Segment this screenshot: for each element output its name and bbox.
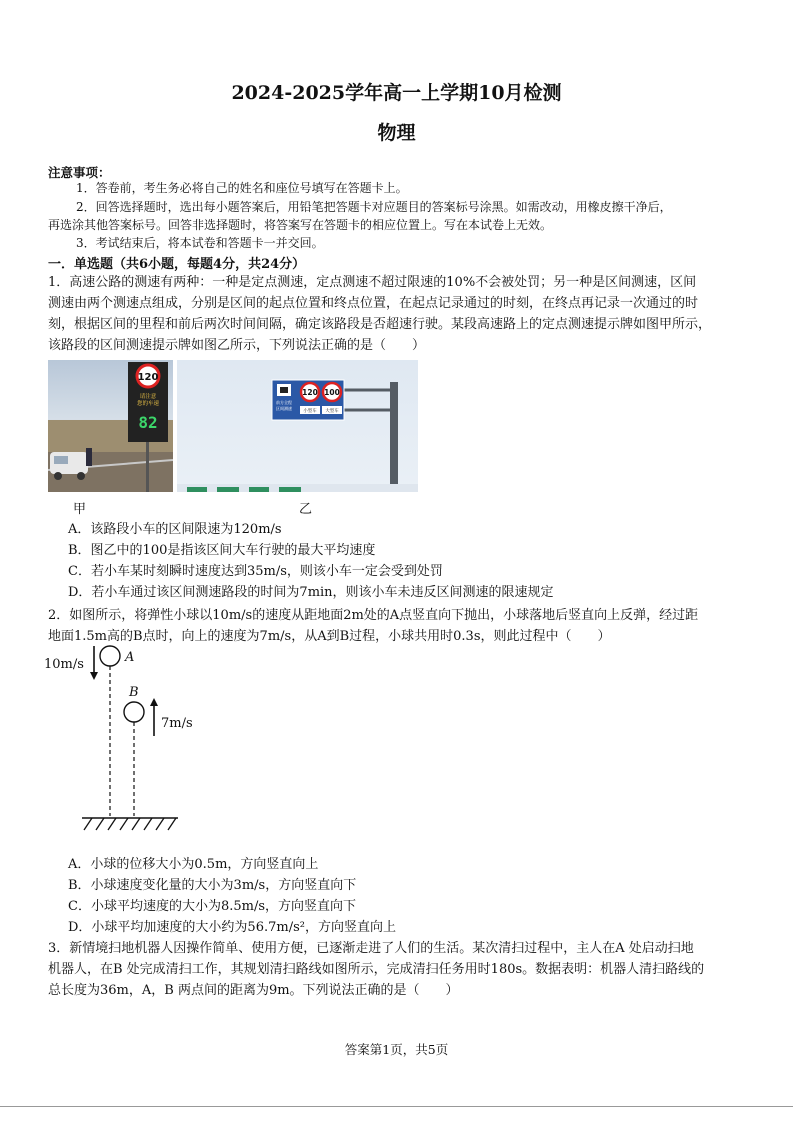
note-item: 再选涂其他答案标号。回答非选择题时，将答案写在答题卡的相应位置上。写在本试卷上无效。 [48,218,553,232]
q2-option-c: C．小球平均速度的大小为8.5m/s，方向竖直向下 [68,899,356,914]
interval-sign-photo-right [177,360,418,492]
interval-sign-illustration [177,360,418,492]
sign-text: 区间测速 [276,406,292,411]
note-text: 2．回答选择题时，选出每小题答案后，用铅笔把答题卡对应题目的答案标号涂黑。如需改动，用橡皮擦干净后， [76,200,672,214]
sign-limit-text: 120 [302,388,318,397]
note-item [48,198,753,217]
q1-option-d: D．若小车通过该区间测速路段的时间为7min，则该小车未违反区间测速的限速规定 [68,585,554,600]
sign-limit-text: 100 [324,388,340,397]
ball-a [100,646,120,666]
point-a-label: A [125,650,135,665]
ground-hatch [84,818,176,830]
sign-text: 前方全程 [276,400,292,405]
q2-line: 地面1.5m高的B点时，向上的速度为7m/s，从A到B过程，小球共用时0.3s，则此过程中（ ） [48,629,611,644]
ball-bounce-diagram [44,640,194,844]
sign-text: 请注意 [139,394,157,400]
figure-caption-left: 甲 [73,502,87,517]
speed-sign-illustration [48,360,173,492]
point-b-label: B [129,685,139,700]
note-text: 3．考试结束后，将本试卷和答题卡一并交回。 [76,236,324,250]
sign-text: 您的车速 [136,401,160,407]
q2-line: 2．如图所示，将弹性小球以10m/s的速度从距地面2m处的A点竖直向下抛出，小球落地后竖直向上反弹，经过距 [48,608,699,623]
speed-sign-photo-left [48,360,173,492]
q3-line: 总长度为36m，A，B 两点间的距离为9m。下列说法正确的是（ ） [48,983,459,998]
bottom-divider [0,1106,793,1107]
q3-line: 3．新情境扫地机器人因操作简单、使用方便，已逐渐走进了人们的生活。某次清扫过程中，主人在A 处启动扫地 [48,941,694,956]
q1-line: 刻，根据区间的里程和前后两次时间间隔，确定该路段是否超速行驶。某段高速路上的定点测速提示牌如图甲所示， [48,317,712,332]
sign-limit-text: 120 [137,372,159,383]
q2-option-d: D．小球平均加速度的大小约为56.7m/s²，方向竖直向上 [68,920,396,935]
q1-option-b: B．图乙中的100是指该区间大车行驶的最大平均速度 [68,543,376,558]
page-footer: 答案第1页，共5页 [344,1042,449,1057]
q1-line: 该路段的区间测速提示牌如图乙所示，下列说法正确的是（ ） [48,338,426,353]
note-item [48,179,753,198]
notes-heading: 注意事项： [48,165,111,180]
sign-tag: 小型车 [303,409,317,414]
note-text: 1．答卷前，考生务必将自己的姓名和座位号填写在答题卡上。 [76,181,408,195]
velocity-down-label: 10m/s [44,657,84,672]
q2-option-a: A．小球的位移大小为0.5m，方向竖直向上 [68,857,319,872]
q3-line: 机器人，在B 处完成清扫工作，其规划清扫路线如图所示，完成清扫任务用时180s。数据表明：机器人清扫路线的 [48,962,705,977]
q2-option-b: B．小球速度变化量的大小为3m/s，方向竖直向下 [68,878,357,893]
q1-line: 1．高速公路的测速有两种：一种是定点测速，定点测速不超过限速的10%不会被处罚；另一种是区间测速，区间 [48,275,697,290]
sign-speed-readout: 82 [138,413,158,432]
q1-line: 测速由两个测速点组成，分别是区间的起点位置和终点位置，在起点记录通过的时刻，在终点再记录一次通过的时 [48,296,699,311]
q1-option-a: A．该路段小车的区间限速为120m/s [68,522,282,537]
section-heading: 一．单选题（共6小题，每题4分，共24分） [48,257,306,272]
figure-caption-right: 乙 [299,502,313,517]
q1-option-c: C．若小车某时刻瞬时速度达到35m/s，则该小车一定会受到处罚 [68,564,443,579]
velocity-up-label: 7m/s [161,716,193,731]
sign-tag: 大型车 [325,409,339,414]
exam-title: 2024-2025学年高一上学期10月检测 [231,82,562,104]
ball-b [124,702,144,722]
subject-title: 物理 [377,122,416,144]
note-item [48,234,753,253]
